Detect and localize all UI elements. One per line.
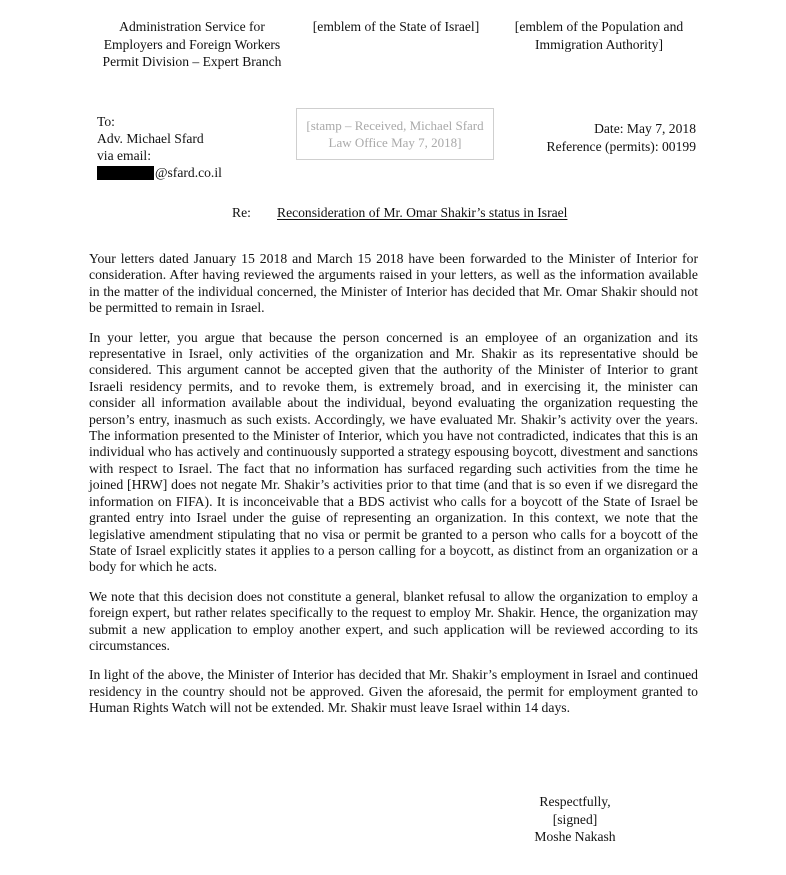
received-stamp: [stamp – Received, Michael Sfard Law Office May 7, 2018] xyxy=(296,108,494,160)
body-paragraph: In light of the above, the Minister of Interior has decided that Mr. Shakir’s employment in Israel and continued residency in the country should not be approved. Given the aforesaid, the permit for employment granted to Human Rights Watch will not be extended. Mr. Shakir must leave Israel within 14 days. xyxy=(89,667,698,716)
signed-marker: [signed] xyxy=(552,811,598,827)
addressee-block xyxy=(97,113,222,182)
body-paragraph: We note that this decision does not constitute a general, blanket refusal to allow the organization to employ a foreign expert, but rather relates specifically to the request to employ Mr. Shakir. Hence, the organization may submit a new application to employ another expert, and such application will be reviewed according to its circumstances. xyxy=(89,588,698,653)
closing-salutation: Respectfully, xyxy=(539,794,611,809)
signer-name: Moshe Nakash xyxy=(534,829,616,844)
body-paragraph: In your letter, you argue that because the person concerned is an employee of an organization and its representative in Israel, only activities of the organization and Mr. Shakir as its representative should be considered. This argument cannot be accepted given that the authority of the Minister of Interior to grant Israeli residency permits, and to revoke them, is extremely broad, and in exercising it, the minister can consider all information available about the individual, beyond evaluating the organization requesting the person’s entry, inasmuch as such exists. Accordingly, we have evaluated Mr. Shakir’s activity over the years. The information presented to the Minister of Interior, which you have not contradicted, indicates that this is an individual who has actively and continuously supported a strategy espousing boycott, divestment and sanctions with respect to Israel. The fact that no information has surfaced regarding such activities from the time he joined [HRW] does not negate Mr. Shakir’s activities prior to that time (and that is so even if we disregard the information on FIFA). It is inconceivable that a BDS activist who calls for a boycott of the State of Israel be granted entry into Israel under the guise of representing an organization. In this context, we note that the legislative amendment stipulating that no visa or permit be granted to a person who calls for a boycott of the State of Israel explicitly states it applies to a person calling for a boycott, as distinct from an organization or a body for which he acts. xyxy=(89,329,698,575)
to-label: To: xyxy=(97,114,115,129)
subject-text: Reconsideration of Mr. Omar Shakir’s status in Israel xyxy=(277,205,568,220)
via-email-label: via email: xyxy=(97,148,151,164)
org-line-2: Employers and Foreign Workers xyxy=(103,36,281,52)
letter-body xyxy=(89,251,698,717)
state-of-israel-emblem-placeholder: [emblem of the State of Israel] xyxy=(312,19,480,34)
letterhead xyxy=(0,18,786,80)
addressee-email xyxy=(97,165,222,182)
letter-reference-number: Reference (permits): 00199 xyxy=(546,139,696,154)
subject-line xyxy=(232,204,567,222)
document-meta xyxy=(440,120,696,156)
email-domain: @sfard.co.il xyxy=(155,165,222,181)
subject-label: Re: xyxy=(232,205,251,220)
body-paragraph: Your letters dated January 15 2018 and March 15 2018 have been forwarded to the Minister of Interior for consideration. After having reviewed the arguments raised in your letters, as well as the information available in the matter of the individual concerned, the Minister of Interior has decided that Mr. Omar Shakir should not be permitted to remain in Israel. xyxy=(89,251,698,316)
population-immigration-authority-emblem-placeholder: [emblem of the Population and Immigration Authority] xyxy=(514,19,684,52)
address-and-meta-row xyxy=(0,108,786,188)
addressee-name: Adv. Michael Sfard xyxy=(97,131,204,147)
issuing-organization xyxy=(88,18,296,71)
org-line-3: Permit Division – Expert Branch xyxy=(102,54,282,69)
org-line-1: Administration Service for xyxy=(119,19,265,34)
letter-date: Date: May 7, 2018 xyxy=(594,121,696,136)
redaction-bar xyxy=(97,166,154,180)
signature-block xyxy=(470,793,680,846)
